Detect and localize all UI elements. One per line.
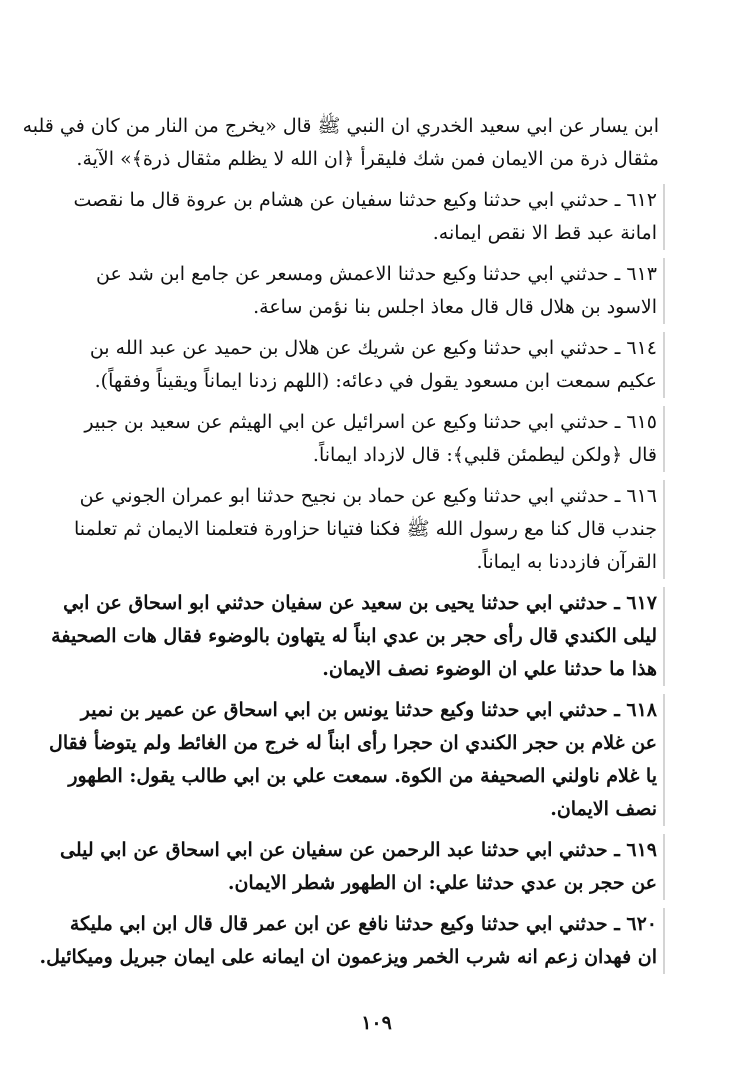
text-line: امانة عبد قط الا نقص ايمانه. bbox=[432, 222, 657, 244]
text-line: ٦١٥ ـ حدثني ابي حدثنا وكيع عن اسرائيل عن ابي الهيثم عن سعيد بن جبير bbox=[84, 411, 657, 433]
page-number: ١٠٩ bbox=[361, 1012, 392, 1034]
text-line: ٦١٤ ـ حدثني ابي حدثنا وكيع عن شريك عن هلال بن حميد عن عبد الله بن bbox=[89, 337, 657, 359]
paragraph-hadith-620 bbox=[39, 908, 665, 974]
text-line: ٦١٩ ـ حدثني ابي حدثنا عبد الرحمن عن سفيان عن ابي اسحاق عن ابي ليلى bbox=[60, 839, 657, 861]
text-line: ٦١٦ ـ حدثني ابي حدثنا وكيع عن حماد بن نجيح حدثنا ابو عمران الجوني عن bbox=[79, 485, 657, 507]
text-line: يا غلام ناولني الصحيفة من الكوة. سمعت علي بن ابي طالب يقول: الطهور bbox=[68, 765, 657, 787]
text-line: ٦١٢ ـ حدثني ابي حدثنا وكيع حدثنا سفيان عن هشام بن عروة قال ما نقصت bbox=[73, 189, 657, 211]
text-line: الاسود بن هلال قال قال معاذ اجلس بنا نؤمن ساعة. bbox=[253, 296, 657, 318]
text-line: ليلى الكندي قال رأى حجر بن عدي ابناً له يتهاون بالوضوء فقال هات الصحيفة bbox=[51, 625, 657, 647]
text-line: عن حجر بن عدي حدثنا علي: ان الطهور شطر الايمان. bbox=[227, 872, 657, 894]
text-line: قال ﴿ولكن ليطمئن قلبي﴾: قال لازداد ايماناً. bbox=[312, 444, 657, 466]
text-body bbox=[22, 110, 659, 982]
paragraph-hadith-612 bbox=[73, 184, 665, 250]
text-line: جندب قال كنا مع رسول الله ﷺ فكنا فتيانا حزاورة فتعلمنا الايمان ثم تعلمنا bbox=[73, 518, 657, 540]
text-line: ٦١٧ ـ حدثني ابي حدثنا يحيى بن سعيد عن سفيان حدثني ابو اسحاق عن ابي bbox=[63, 592, 657, 614]
paragraph-hadith-618 bbox=[49, 694, 665, 826]
paragraph-hadith-619 bbox=[60, 834, 665, 900]
text-line: ٦١٨ ـ حدثني ابي حدثنا وكيع حدثنا يونس بن ابي اسحاق عن عمير بن نمير bbox=[80, 699, 657, 721]
paragraph-hadith-617 bbox=[51, 587, 665, 686]
paragraph-hadith-616 bbox=[73, 480, 665, 579]
paragraph-hadith-614 bbox=[89, 332, 665, 398]
paragraph-hadith-613 bbox=[96, 258, 665, 324]
text-line: القرآن فازددنا به ايماناً. bbox=[476, 551, 657, 573]
text-line: هذا ما حدثنا علي ان الوضوء نصف الايمان. bbox=[322, 658, 657, 680]
text-line: عكيم سمعت ابن مسعود يقول في دعائه: (اللهم زدنا ايماناً ويقيناً وفقهاً). bbox=[94, 370, 657, 392]
paragraph-hadith-615 bbox=[84, 406, 665, 472]
paragraph-hadith-continuation bbox=[22, 110, 665, 176]
text-line: عن غلام بن حجر الكندي ان حجرا رأى ابناً له خرج من الغائط ولم يتوضأ فقال bbox=[49, 732, 657, 754]
text-line: ٦١٣ ـ حدثني ابي حدثنا وكيع حدثنا الاعمش ومسعر عن جامع ابن شد عن bbox=[96, 263, 657, 285]
text-line: ٦٢٠ ـ حدثني ابي حدثنا وكيع حدثنا نافع عن ابن عمر قال قال ابن ابي مليكة bbox=[69, 913, 657, 935]
text-line: ابن يسار عن ابي سعيد الخدري ان النبي ﷺ قال «يخرج من النار من كان في قلبه bbox=[22, 115, 659, 137]
text-line: نصف الايمان. bbox=[550, 798, 657, 820]
text-line: ان فهدان زعم انه شرب الخمر ويزعمون ان ايمانه على ايمان جبريل وميكائيل. bbox=[39, 946, 657, 968]
text-line: مثقال ذرة من الايمان فمن شك فليقرأ ﴿ان الله لا يظلم مثقال ذرة﴾» الآية. bbox=[76, 148, 659, 170]
